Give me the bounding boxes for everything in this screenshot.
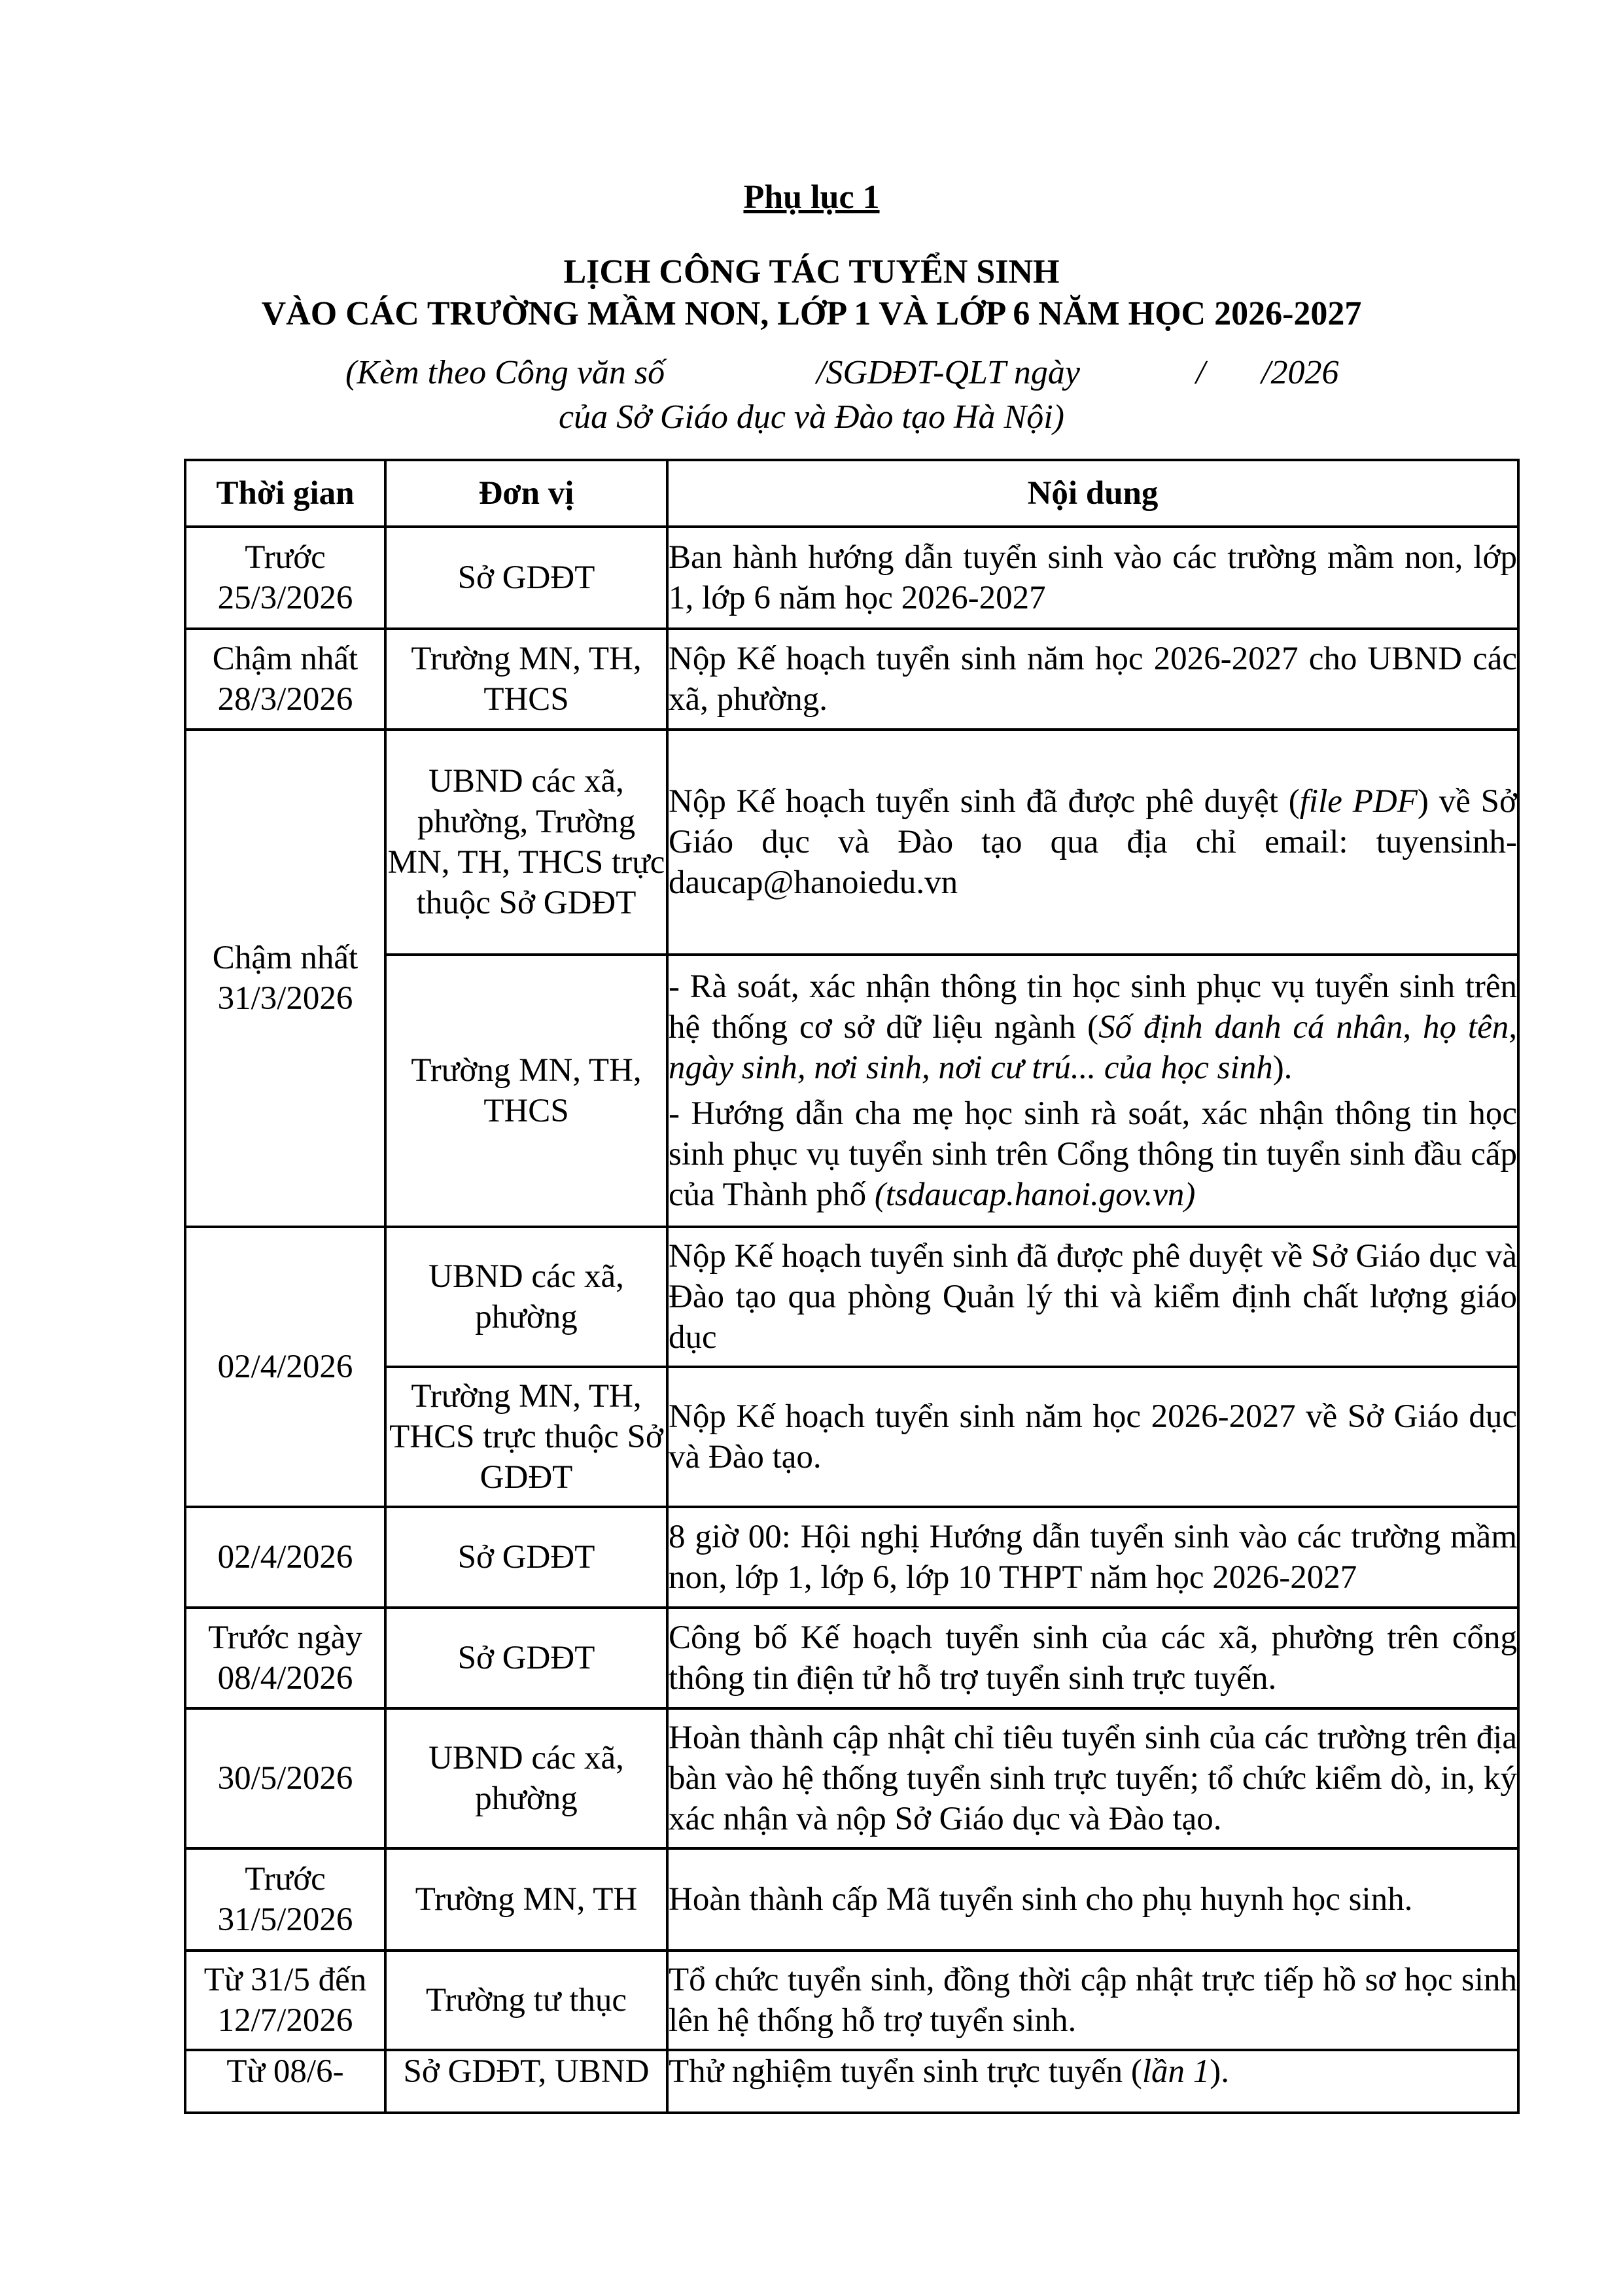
cell-content: Hoàn thành cập nhật chỉ tiêu tuyển sinh của các trường trên địa bàn vào hệ thống tuyển sinh trực tuyến; tổ chức kiểm dò, in, ký xác nhận và nộp Sở Giáo dục và Đào tạo. [667, 1708, 1518, 1848]
cell-content: Nộp Kế hoạch tuyển sinh năm học 2026-2027 cho UBND các xã, phường. [667, 629, 1518, 730]
cell-content [667, 2050, 1518, 2113]
cell-unit: Trường MN, TH, THCS [385, 955, 667, 1227]
content-text: Nộp Kế hoạch tuyển sinh đã được phê duyệt ( [669, 783, 1300, 820]
cell-unit: Trường MN, TH [385, 1848, 667, 1951]
cell-time: Trước 25/3/2026 [185, 527, 385, 629]
cell-content: 8 giờ 00: Hội nghị Hướng dẫn tuyển sinh vào các trường mầm non, lớp 1, lớp 6, lớp 10 THPT năm học 2026-2027 [667, 1507, 1518, 1608]
subtitle-part4: /2026 [1261, 354, 1339, 391]
cell-content: Hoàn thành cấp Mã tuyển sinh cho phụ huynh học sinh. [667, 1848, 1518, 1951]
document-subtitle-line1 [345, 352, 1366, 394]
content-text: ) về Sở Giáo dục và Đào tạo qua địa chỉ email: tuyensinh-daucap@hanoiedu.vn [669, 783, 1518, 901]
cell-content: Ban hành hướng dẫn tuyển sinh vào các trường mầm non, lớp 1, lớp 6 năm học 2026-2027 [667, 527, 1518, 629]
cell-unit: Trường MN, TH, THCS [385, 629, 667, 730]
cell-time: Trước ngày 08/4/2026 [185, 1608, 385, 1708]
cell-content: Tổ chức tuyển sinh, đồng thời cập nhật trực tiếp hồ sơ học sinh lên hệ thống hỗ trợ tuyển sinh. [667, 1951, 1518, 2050]
cell-content [667, 955, 1518, 1227]
table-row [185, 955, 1518, 1227]
table-row [185, 1708, 1518, 1848]
header-content: Nội dung [667, 460, 1518, 527]
content-bullet [669, 966, 1517, 1088]
document-subtitle-line2: của Sở Giáo dục và Đào tạo Hà Nội) [559, 398, 1064, 436]
table-row [185, 1507, 1518, 1608]
cell-time: Trước 31/5/2026 [185, 1848, 385, 1951]
table-row [185, 2050, 1518, 2113]
cell-time: 02/4/2026 [185, 1227, 385, 1507]
cell-unit: UBND các xã, phường [385, 1227, 667, 1367]
subtitle-part2: /SGDĐT-QLT ngày [816, 354, 1080, 391]
cell-time: Từ 31/5 đến 12/7/2026 [185, 1951, 385, 2050]
subtitle-part3: / [1196, 354, 1206, 391]
cell-unit: UBND các xã, phường, Trường MN, TH, THCS trực thuộc Sở GDĐT [385, 730, 667, 955]
content-text: Thử nghiệm tuyển sinh trực tuyến ( [669, 2053, 1142, 2090]
cell-content [667, 730, 1518, 955]
cell-time: Chậm nhất 31/3/2026 [185, 730, 385, 1227]
bullet-italic: (tsdaucap.hanoi.gov.vn) [874, 1176, 1196, 1213]
cell-content: Nộp Kế hoạch tuyển sinh đã được phê duyệt về Sở Giáo dục và Đào tạo qua phòng Quản lý thi và kiểm định chất lượng giáo dục [667, 1227, 1518, 1367]
table-row [185, 629, 1518, 730]
cell-unit: Trường MN, TH, THCS trực thuộc Sở GDĐT [385, 1367, 667, 1507]
cell-unit: Sở GDĐT, UBND [385, 2050, 667, 2113]
cell-content: Công bố Kế hoạch tuyển sinh của các xã, phường trên cổng thông tin điện tử hỗ trợ tuyển sinh trực tuyến. [667, 1608, 1518, 1708]
header-time: Thời gian [185, 460, 385, 527]
cell-unit: Sở GDĐT [385, 527, 667, 629]
appendix-label: Phụ lục 1 [743, 179, 880, 216]
subtitle-part1: (Kèm theo Công văn số [345, 354, 665, 391]
cell-unit: Sở GDĐT [385, 1507, 667, 1608]
cell-time: 30/5/2026 [185, 1708, 385, 1848]
table-row [185, 730, 1518, 955]
content-italic: file PDF [1299, 783, 1418, 820]
content-text: ). [1210, 2053, 1229, 2090]
table-header-row [185, 460, 1518, 527]
table-row [185, 527, 1518, 629]
table-row [185, 1608, 1518, 1708]
bullet-text: - Hướng dẫn cha mẹ học sinh rà soát, xác nhận thông tin học sinh phục vụ tuyển sinh trên Cổng thông tin tuyển sinh đầu cấp của Thành phố [669, 1095, 1517, 1213]
bullet-text: - Rà soát, xác nhận thông tin học sinh phục vụ tuyển sinh trên hệ thống cơ sở dữ liệu ngành ( [669, 968, 1517, 1046]
table-row [185, 1227, 1518, 1367]
cell-unit: Sở GDĐT [385, 1608, 667, 1708]
table-row [185, 1848, 1518, 1951]
schedule-table [184, 459, 1520, 2114]
table-row [185, 1367, 1518, 1507]
content-italic: lần 1 [1142, 2053, 1210, 2090]
header-unit: Đơn vị [385, 460, 667, 527]
cell-time: Chậm nhất 28/3/2026 [185, 629, 385, 730]
cell-time: Từ 08/6- [185, 2050, 385, 2113]
bullet-text: ). [1272, 1050, 1293, 1086]
cell-content: Nộp Kế hoạch tuyển sinh năm học 2026-2027 về Sở Giáo dục và Đào tạo. [667, 1367, 1518, 1507]
cell-time: 02/4/2026 [185, 1507, 385, 1608]
content-bullet [669, 1093, 1517, 1215]
bullet-italic: Số định danh cá nhân, họ tên, ngày sinh, nơi sinh, nơi cư trú... của học sinh [669, 1009, 1517, 1086]
cell-unit: UBND các xã, phường [385, 1708, 667, 1848]
document-title-line2: VÀO CÁC TRƯỜNG MẦM NON, LỚP 1 VÀ LỚP 6 NĂM HỌC 2026-2027 [261, 295, 1362, 332]
cell-unit: Trường tư thục [385, 1951, 667, 2050]
table-row [185, 1951, 1518, 2050]
document-title-line1: LỊCH CÔNG TÁC TUYỂN SINH [563, 253, 1060, 291]
